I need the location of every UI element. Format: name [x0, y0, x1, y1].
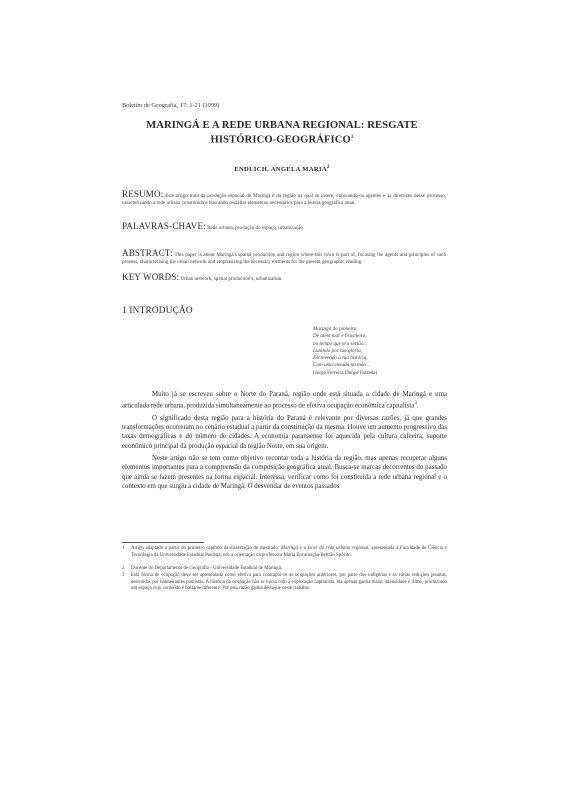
epigraph-line: De além mar e brasileiro,	[313, 333, 367, 340]
body-text	[122, 390, 447, 491]
paragraph-2: O significado desta região para a história do Paraná é relevante por diversas razões, já que grandes transformações ocorreram no cenário estadual a partir da constituição da mesma. Houve um aumento progressivo das taxas demográficas e do número de cidades. A economia paranaense foi aquecida pela cultura cafeeira, suporte econômico principal da produção espacial da região Norte, em sua origem.	[122, 414, 447, 450]
footnote-number: 1	[122, 546, 125, 551]
title-line-1: MARINGÁ E A REDE URBANA REGIONAL: RESGATE	[146, 120, 418, 131]
abstract-label: ABSTRACT:	[122, 248, 173, 258]
title-line-2	[112, 132, 452, 147]
footnote-text-part: Artigo adaptado a partir do primeiro capítulo da dissertação de mestrado:	[131, 546, 281, 551]
epigraph-line: Lutando por tua glória,	[313, 347, 363, 354]
keywords-label: KEY WORDS:	[122, 272, 180, 282]
epigraph-line: Maringá do pioneiro	[313, 326, 357, 332]
journal-citation: Boletim de Geografia, 17: 1-21 (1999)	[122, 102, 220, 109]
resumo-block	[122, 191, 446, 207]
resumo-label: RESUMO:	[122, 189, 164, 199]
epigraph-author: (Jorge Ferreira Duque Estrada)	[313, 369, 378, 376]
footnote-text: Docente do Departamento de Geografia - Universidade Estadual de Maringá.	[131, 566, 283, 571]
footnote-rule	[122, 542, 204, 543]
footnote-3	[122, 573, 447, 593]
title-line-2-text: HISTÓRICO-GEOGRÁFICO	[210, 134, 351, 146]
author-footnote-mark: 2	[326, 165, 330, 170]
footnote-2	[122, 566, 447, 573]
abstract-block	[122, 250, 446, 266]
article-title	[112, 120, 452, 147]
epigraph-line: Com uma enxada na mão...	[313, 362, 370, 369]
abstract-text: This paper is about Maringá's spatial production and region where this town is part of, focusing the agents and principles of such process, characterising the urban network and emphasising the necessary elements for the present geographic reading.	[122, 252, 446, 266]
epigraph-line: Escrevendo a tua história,	[313, 355, 368, 362]
footnote-text	[131, 546, 447, 559]
section-heading: 1 INTRODUÇÃO	[122, 306, 193, 316]
epigraph-line: no tempo que era sertão...	[313, 340, 368, 347]
epigraph	[313, 326, 377, 377]
paragraph-1-end: .	[416, 402, 419, 410]
title-footnote-mark: 1	[350, 135, 354, 140]
keywords-block	[122, 274, 446, 283]
footnote-1	[122, 546, 447, 559]
keywords-text: Urban network, spatial production's, urbanization.	[180, 276, 283, 282]
paragraph-1	[122, 390, 447, 411]
footnote-italic-title: Maringá e o tecer da rede urbana regional	[280, 546, 369, 551]
footnote-number: 2	[122, 566, 125, 571]
palavras-chave-block	[122, 223, 446, 232]
palavras-chave-text: Rede urbana, produção do espaço, urbanização.	[207, 225, 305, 231]
resumo-text: Este artigo trata da produção espacial de Maringá e da região na qual se insere, enfocando os agentes e as diretrizes desse processo, caracterizando a rede urbana constituída e buscando ressaltar elementos necessários para a leitura geográfica atual.	[122, 193, 446, 207]
footnote-text: Esta forma de ocupação deve ser apresentada como efetiva para contrapor-se às ocupações anteriores, por parte dos indígenas e as várias reduções jesuítas, destruídas por bandeirantes paulistas. A história da ocupação não se inicia com a exploração capitalista, ela apenas ganha maior intensidade e ritmo, produzindo um espaço cujo conteúdo é bastante diferente. Por esta razão ganha destaque neste trabalho.	[131, 573, 447, 591]
paragraph-3: Neste artigo não se tem como objetivo recontar toda a história da região, mas apenas recuperar alguns elementos importantes para a compreensão da composição geográfica atual. Busca-se marcas decorrentes do passado que ainda se fazem presentes na forma espacial. Interessa, verificar como foi constituída a rede urbana regional e o contexto em que surgiu a cidade de Maringá. O desvendar de eventos passados	[122, 455, 447, 490]
palavras-chave-label: PALAVRAS-CHAVE:	[122, 221, 206, 231]
footnote-text-part: , apresentada à Faculdade de Ciência e Tecnologia da Universidade Estadual Paulista, sob a orientação da professora Maria Encarnação Beltrão Spósito.	[131, 546, 447, 558]
footnote-number: 3	[122, 573, 125, 578]
paragraph-1-footnote-mark: 3	[414, 401, 417, 407]
paragraph-1-text: Muito já se escreveu sobre o Norte do Paraná, região onde está situada a cidade de Maringá e uma articulada rede urbana, produzida simultaneamente ao processo de efetiva ocupação econômica capitalista	[122, 391, 447, 410]
author-line	[112, 165, 452, 173]
author-name: ENDLICH, ANGELA MARIA	[234, 166, 327, 174]
